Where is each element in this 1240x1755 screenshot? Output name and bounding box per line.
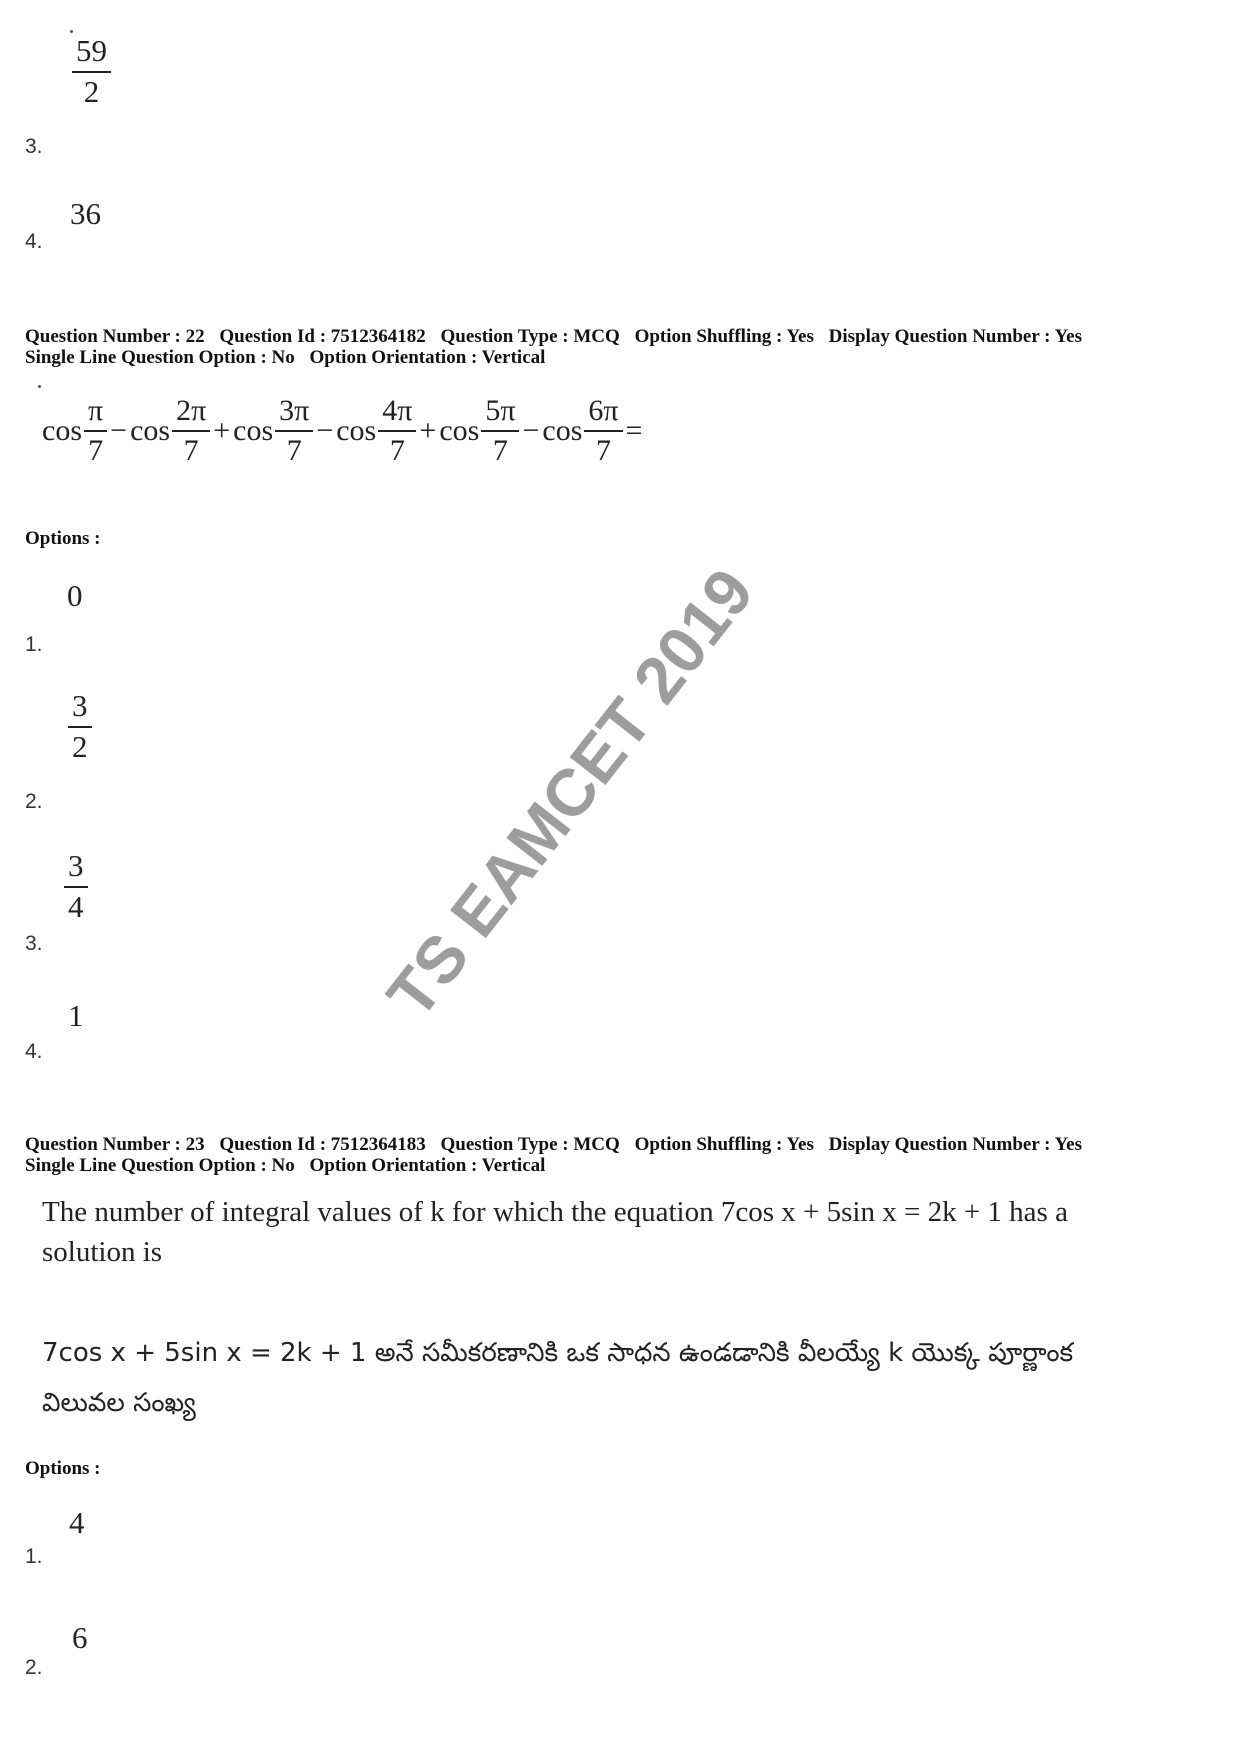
- function-name: cos: [233, 413, 274, 447]
- fraction: [84, 395, 107, 466]
- fraction-bar: [378, 430, 416, 432]
- option-value-fraction: [72, 35, 111, 108]
- meta-line-2: [25, 1155, 1092, 1176]
- option-number: 2.: [25, 1656, 43, 1679]
- operator: −: [110, 413, 128, 447]
- fraction-bar: [64, 886, 88, 888]
- option-number: 3.: [25, 932, 43, 955]
- denominator: 7: [595, 433, 611, 467]
- numerator: 3: [68, 848, 84, 883]
- option-number: 1.: [25, 633, 43, 656]
- function-name: cos: [130, 413, 171, 447]
- fraction-bar: [68, 726, 92, 728]
- meta-line-1: [25, 1134, 1092, 1155]
- meta-line-1: [25, 326, 1092, 347]
- question-stem-english: [42, 1192, 1068, 1272]
- numerator: 2π: [176, 394, 207, 427]
- numerator: π: [88, 394, 104, 427]
- option-value: 1: [68, 998, 84, 1033]
- question-meta-23: [25, 1134, 1092, 1176]
- function-name: cos: [42, 413, 82, 447]
- fraction-bar: [172, 430, 210, 432]
- meta-question-id: Question Id : 7512364182: [219, 326, 426, 347]
- question-expression: [42, 395, 645, 466]
- operator: −: [522, 413, 540, 447]
- meta-question-id: Question Id : 7512364183: [219, 1134, 426, 1155]
- numerator: 5π: [485, 394, 516, 427]
- numerator: 6π: [588, 394, 619, 427]
- stray-dot: [70, 30, 73, 33]
- option-value: 4: [69, 1505, 85, 1540]
- option-value: 6: [72, 1620, 88, 1655]
- option-value-fraction: [68, 690, 92, 763]
- option-value: 0: [67, 578, 83, 613]
- question-meta-22: [25, 326, 1092, 368]
- meta-question-type: Question Type : MCQ: [440, 1134, 620, 1155]
- fraction: [481, 395, 519, 466]
- option-number: 4.: [25, 1040, 43, 1063]
- stem-line: solution is: [42, 1236, 163, 1268]
- fraction-bar: [275, 430, 313, 432]
- denominator: 2: [83, 73, 100, 109]
- operator: +: [419, 413, 437, 447]
- meta-orientation: Option Orientation : Vertical: [309, 1155, 546, 1176]
- fraction: [275, 395, 313, 466]
- numerator: 3π: [279, 394, 310, 427]
- meta-single-line: Single Line Question Option : No: [25, 347, 295, 368]
- denominator: 7: [389, 433, 405, 467]
- denominator: 4: [68, 888, 84, 924]
- function-name: cos: [439, 413, 480, 447]
- question-stem-telugu: [42, 1328, 1073, 1428]
- fraction-bar: [584, 430, 622, 432]
- denominator: 2: [72, 728, 88, 764]
- fraction-bar: [72, 71, 111, 73]
- meta-question-number: Question Number : 22: [25, 326, 205, 347]
- function-name: cos: [336, 413, 377, 447]
- meta-line-2: [25, 347, 1092, 368]
- option-value-fraction: [64, 850, 88, 923]
- meta-option-shuffling: Option Shuffling : Yes: [634, 1134, 814, 1155]
- stem-line: 7cos x + 5sin x = 2k + 1 అనే సమీకరణానికి ఒక సాధన ఉండడానికి వీలయ్యే k యొక్క పూర్ణాంక: [42, 1338, 1074, 1368]
- option-number: 4.: [25, 230, 43, 253]
- option-number: 1.: [25, 1545, 43, 1568]
- option-value: 36: [70, 196, 101, 231]
- meta-option-shuffling: Option Shuffling : Yes: [634, 326, 814, 347]
- operator: +: [213, 413, 231, 447]
- stem-line: The number of integral values of k for which the equation 7cos x + 5sin x = 2k + 1 has a: [42, 1196, 1068, 1228]
- numerator: 3: [72, 688, 88, 723]
- numerator: 4π: [382, 394, 413, 427]
- denominator: 7: [492, 433, 508, 467]
- option-number: 3.: [25, 135, 43, 158]
- fraction: [378, 395, 416, 466]
- options-label: Options :: [25, 1458, 101, 1479]
- watermark: TS EAMCET 2019: [372, 554, 768, 1032]
- fraction-bar: [481, 430, 519, 432]
- fraction-bar: [84, 430, 107, 432]
- fraction: [584, 395, 622, 466]
- denominator: 7: [286, 433, 302, 467]
- meta-display-number: Display Question Number : Yes: [828, 326, 1082, 347]
- fraction: [172, 395, 210, 466]
- meta-question-number: Question Number : 23: [25, 1134, 205, 1155]
- meta-single-line: Single Line Question Option : No: [25, 1155, 295, 1176]
- numerator: 59: [76, 33, 107, 68]
- stem-line: విలువల సంఖ్య: [42, 1388, 196, 1418]
- meta-orientation: Option Orientation : Vertical: [309, 347, 546, 368]
- function-name: cos: [542, 413, 583, 447]
- operator: −: [316, 413, 334, 447]
- denominator: 7: [183, 433, 199, 467]
- meta-display-number: Display Question Number : Yes: [828, 1134, 1082, 1155]
- equals-sign: =: [625, 413, 643, 447]
- options-label: Options :: [25, 528, 101, 549]
- meta-question-type: Question Type : MCQ: [440, 326, 620, 347]
- denominator: 7: [88, 433, 104, 467]
- option-number: 2.: [25, 790, 43, 813]
- stray-dot: [38, 385, 41, 388]
